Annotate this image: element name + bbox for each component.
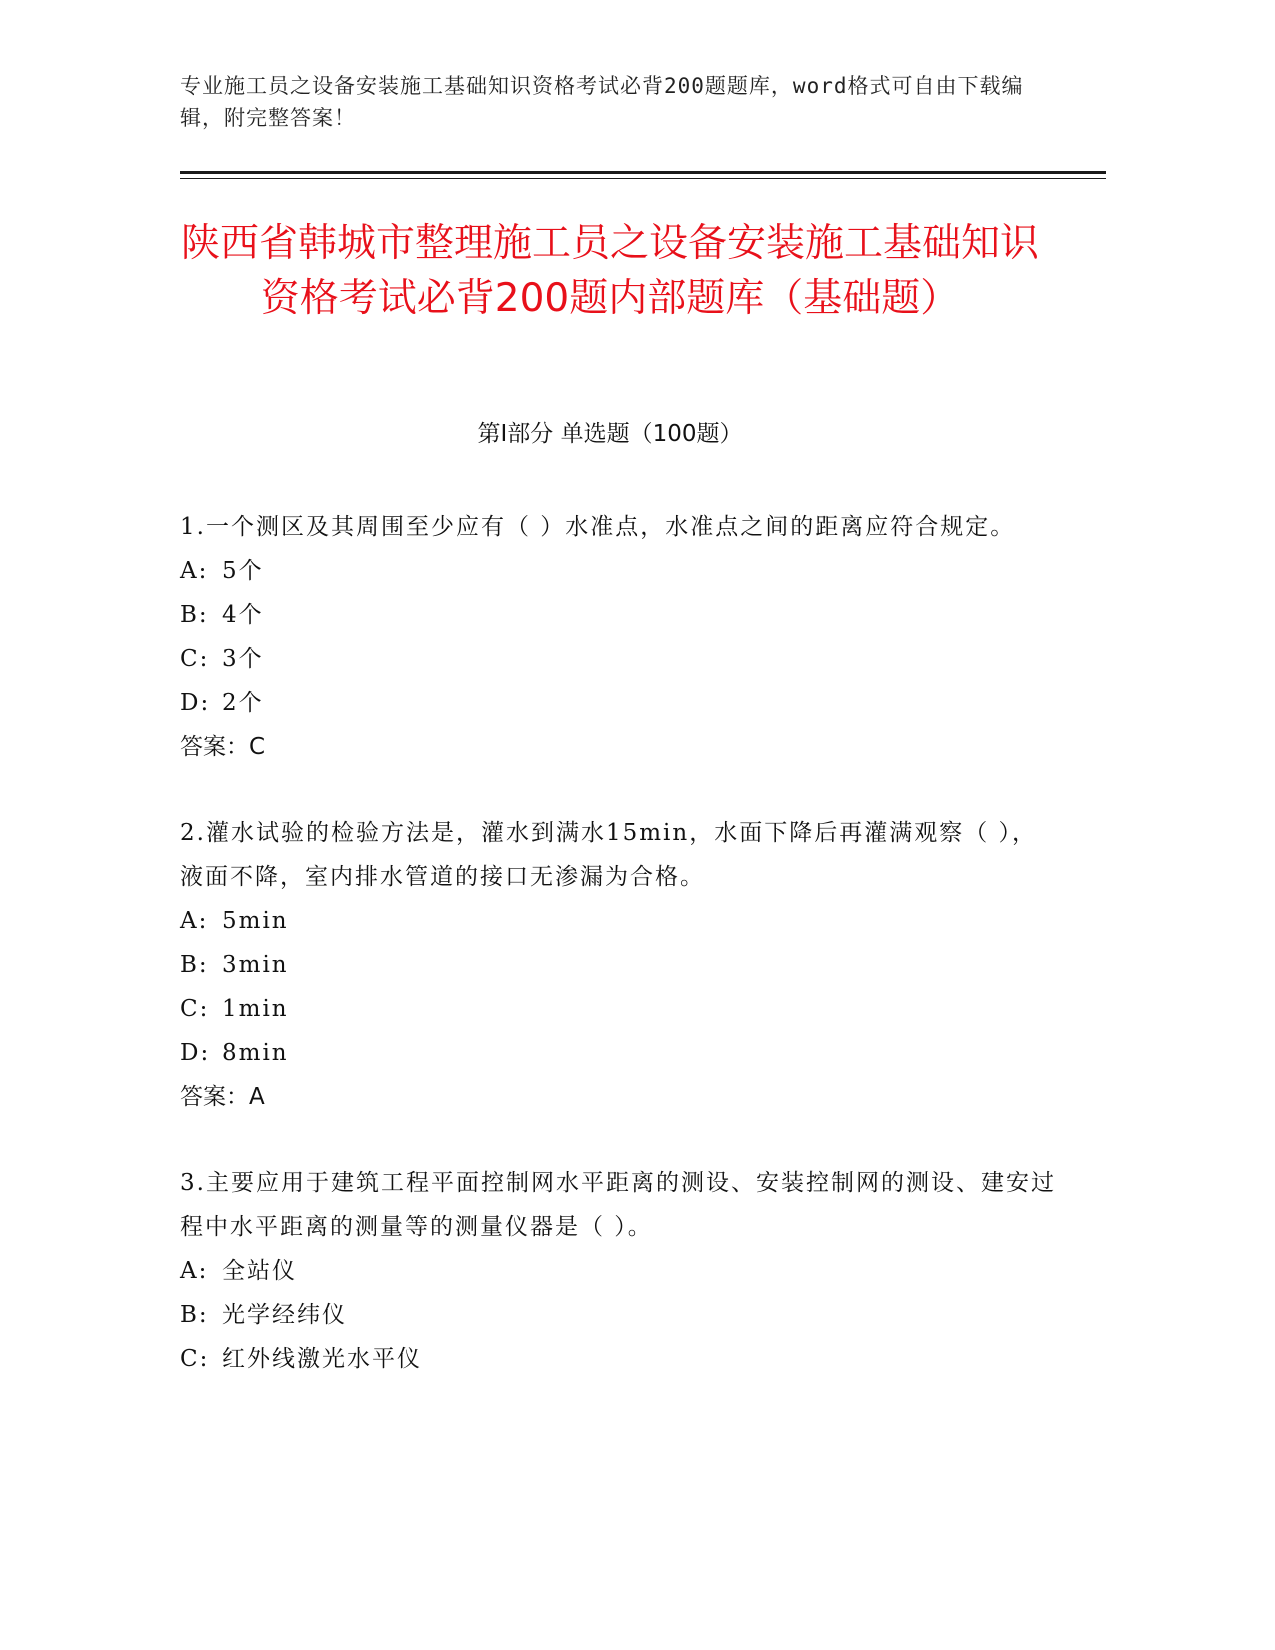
question-3: [180, 1161, 1060, 1381]
option-text: 3个: [222, 646, 264, 672]
option-text: 光学经纬仪: [222, 1302, 347, 1328]
option-a: [180, 899, 1060, 943]
option-letter: C:: [180, 996, 210, 1022]
header-rule-thick: [180, 171, 1106, 174]
option-letter: D:: [180, 690, 211, 716]
option-text: 5个: [222, 558, 264, 584]
answer-label: 答案：: [180, 1084, 249, 1110]
option-a: [180, 1249, 1060, 1293]
option-d: [180, 1031, 1060, 1075]
option-text: 3min: [222, 952, 289, 978]
option-letter: B:: [180, 602, 209, 628]
question-stem: 2.灌水试验的检验方法是，灌水到满水15min，水面下降后再灌满观察（ ），液面不降，室内排水管道的接口无渗漏为合格。: [180, 820, 1038, 890]
option-text: 1min: [222, 996, 289, 1022]
option-text: 8min: [222, 1040, 289, 1066]
option-letter: A:: [180, 1258, 209, 1284]
option-text: 2个: [222, 690, 264, 716]
question-stem: 1.一个测区及其周围至少应有（ ）水准点，水准点之间的距离应符合规定。: [180, 514, 1016, 540]
option-d: [180, 681, 1060, 725]
option-list: [180, 1249, 1060, 1381]
question-2: [180, 811, 1060, 1119]
answer-line: [180, 725, 1060, 769]
option-text: 全站仪: [222, 1258, 297, 1284]
option-list: [180, 899, 1060, 1075]
option-c: [180, 1337, 1060, 1381]
answer-line: [180, 1075, 1060, 1119]
section-title: 第Ⅰ部分 单选题（100题）: [477, 421, 743, 447]
question-1: [180, 505, 1060, 769]
option-c: [180, 987, 1060, 1031]
option-letter: A:: [180, 908, 209, 934]
option-letter: A:: [180, 558, 209, 584]
header-note: 专业施工员之设备安装施工基础知识资格考试必背200题题库，word格式可自由下载编辑，附完整答案！: [180, 74, 1024, 130]
option-letter: B:: [180, 1302, 209, 1328]
option-c: [180, 637, 1060, 681]
option-letter: C:: [180, 646, 210, 672]
header-rule-thin: [180, 178, 1106, 179]
option-text: 5min: [222, 908, 289, 934]
option-text: 红外线激光水平仪: [222, 1346, 422, 1372]
answer-label: 答案：: [180, 734, 249, 760]
option-b: [180, 593, 1060, 637]
option-text: 4个: [222, 602, 264, 628]
answer-value: C: [249, 734, 266, 760]
document-title: 陕西省韩城市整理施工员之设备安装施工基础知识资格考试必背200题内部题库（基础题）: [180, 221, 1039, 321]
option-letter: D:: [180, 1040, 211, 1066]
option-a: [180, 549, 1060, 593]
option-list: [180, 549, 1060, 725]
option-letter: C:: [180, 1346, 210, 1372]
question-list: [180, 505, 1060, 1423]
question-stem: 3.主要应用于建筑工程平面控制网水平距离的测设、安装控制网的测设、建安过程中水平距离的测量等的测量仪器是（ ）。: [180, 1170, 1056, 1240]
option-b: [180, 943, 1060, 987]
answer-value: A: [249, 1084, 265, 1110]
option-b: [180, 1293, 1060, 1337]
option-letter: B:: [180, 952, 209, 978]
